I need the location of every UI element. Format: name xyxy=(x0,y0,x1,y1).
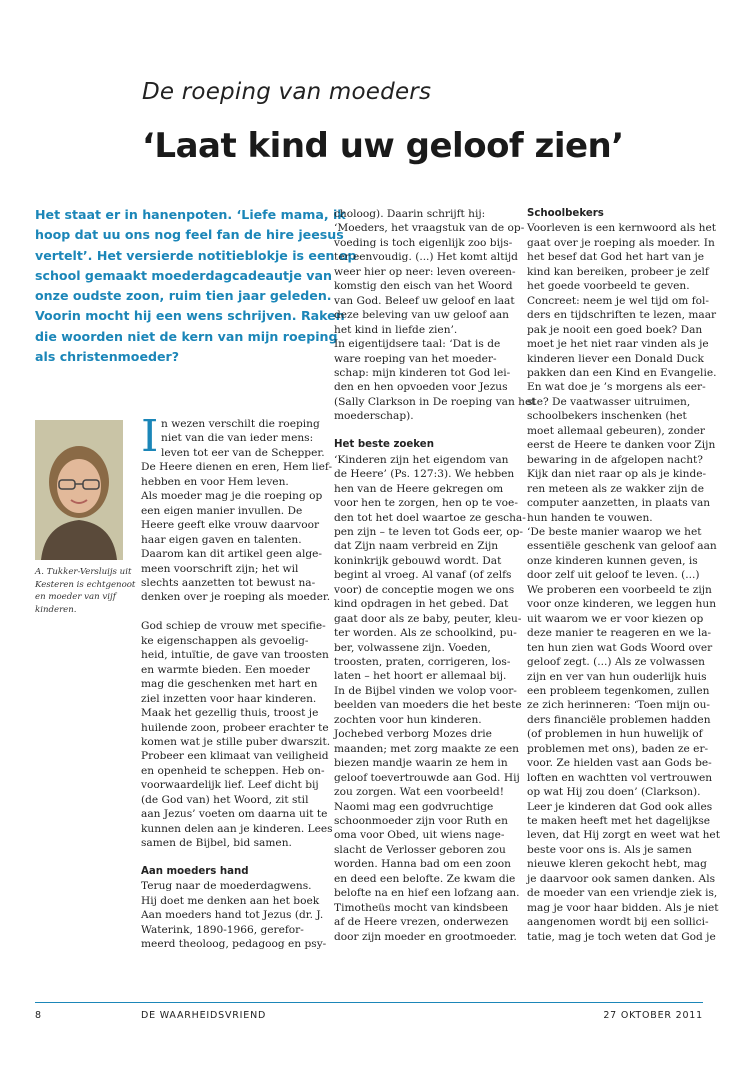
text-line: en openheid te scheppen. Heb on- xyxy=(141,764,325,777)
text-line: de moeder van een vriendje ziek is, xyxy=(527,887,718,900)
text-line: een eigen manier invullen. De xyxy=(141,504,303,517)
text-line: kind opdragen in het gebed. Dat xyxy=(334,598,509,611)
intro-line: vertelt’. Het versierde notitieblokje is een op xyxy=(35,247,357,263)
text-line: ste? De vaatwasser uitruimen, xyxy=(527,395,691,408)
text-line: kinderen liever een Donald Duck xyxy=(527,352,704,365)
intro-line: onze oudste zoon, ruim tien jaar geleden. xyxy=(35,288,332,304)
section-heading: Aan moeders hand xyxy=(141,866,249,878)
caption-line: A. Tukker-Versluijs uit xyxy=(35,567,132,577)
text-line: mag die geschenken met hart en xyxy=(141,678,318,691)
text-line: ze zich herinneren: ‘Toen mijn ou- xyxy=(527,699,711,712)
text-line: ‘De beste manier waarop we het xyxy=(527,525,702,538)
text-line: slechts aanzetten tot bewust na- xyxy=(141,576,316,589)
author-photo xyxy=(35,420,123,560)
text-line: Als moeder mag je die roeping op xyxy=(141,490,323,503)
section-heading: Het beste zoeken xyxy=(334,439,434,451)
text-line: problemen met ons), baden ze er- xyxy=(527,742,709,755)
issue-date: 27 OKTOBER 2011 xyxy=(603,1010,703,1021)
text-line: computer aanzetten, in plaats van xyxy=(527,497,711,510)
text-line: deze manier te reageren en we la- xyxy=(527,627,712,640)
intro-line: als christenmoeder? xyxy=(35,349,180,365)
text-line: den en hen opvoeden voor Jezus xyxy=(334,381,508,394)
caption-line: kinderen. xyxy=(35,604,77,615)
text-line: Naomi mag een godvruchtige xyxy=(334,800,494,813)
text-line: de Heere’ (Ps. 127:3). We hebben xyxy=(334,468,515,481)
text-line: af de Heere vrezen, onderwezen xyxy=(334,916,509,929)
text-line: leven tot eer van de Schepper. xyxy=(161,446,325,459)
text-line: zijn en ver van hun ouderlijk huis xyxy=(527,670,707,683)
text-line: het besef dat God het hart van je xyxy=(527,251,705,264)
text-line: geloof zegt. (...) Als ze volwassen xyxy=(527,656,706,669)
text-line: hen van de Heere gekregen om xyxy=(334,482,504,495)
text-line: en deed een belofte. Ze kwam die xyxy=(334,872,516,885)
text-line: De Heere dienen en eren, Hem lief- xyxy=(141,461,333,474)
text-line: Terug naar de moederdagwens. xyxy=(141,880,312,893)
caption-line: en moeder van vijf xyxy=(35,592,116,602)
text-line: loften en wachtten vol vertrouwen xyxy=(527,771,713,784)
text-line: ter worden. Als ze schoolkind, pu- xyxy=(334,627,517,640)
text-line: Heere geeft elke vrouw daarvoor xyxy=(141,519,320,532)
text-line: meerd theoloog, pedagoog en psy- xyxy=(141,938,327,951)
text-line: moet allemaal gebeuren), zonder xyxy=(527,424,705,437)
text-line: schoonmoeder zijn voor Ruth en xyxy=(334,815,508,828)
text-line: ren meteen als ze wakker zijn de xyxy=(527,482,704,495)
text-line: In de Bijbel vinden we volop voor- xyxy=(334,684,517,697)
text-line: En wat doe je ’s morgens als eer- xyxy=(527,381,706,394)
text-line: je daarvoor ook samen danken. Als xyxy=(527,872,716,885)
author-portrait-icon xyxy=(35,420,123,560)
text-line: zou zorgen. Wat een voorbeeld! xyxy=(334,786,504,799)
text-line: zochten voor hun kinderen. xyxy=(334,713,482,726)
text-line: (de God van) het Woord, zit stil xyxy=(141,793,309,806)
kicker: De roeping van moeders xyxy=(142,79,432,105)
text-line: pak je nooit een goed boek? Dan xyxy=(527,323,703,336)
article-title: ‘Laat kind uw geloof zien’ xyxy=(142,126,624,166)
text-line: kunnen delen aan je kinderen. Lees xyxy=(141,822,333,835)
text-line: het kind in liefde zien’. xyxy=(334,323,458,336)
text-line: samen de Bijbel, bid samen. xyxy=(141,837,292,850)
text-line: ders financiële problemen hadden xyxy=(527,713,711,726)
text-line: komen wat je stille puber dwarszit. xyxy=(141,735,331,748)
text-line: troosten, praten, corrigeren, los- xyxy=(334,656,511,669)
text-line: Kijk dan niet raar op als je kinde- xyxy=(527,468,707,481)
text-line: gaat door als ze baby, peuter, kleu- xyxy=(334,612,522,625)
text-line xyxy=(334,424,510,438)
text-line: geloof toevertrouwde aan God. Hij xyxy=(334,771,520,784)
text-line: weer hier op neer: leven overeen- xyxy=(334,265,516,278)
text-line: belofte na en hief een lofzang aan. xyxy=(334,887,520,900)
text-line: moet je het niet raar vinden als je xyxy=(527,338,709,351)
text-line: voeding is toch eigenlijk zoo bijs- xyxy=(334,236,513,249)
text-line: (Sally Clarkson in De roeping van het xyxy=(334,395,536,408)
text-line: te maken heeft met het dagelijkse xyxy=(527,815,711,828)
text-line: Waterink, 1890-1966, gerefor- xyxy=(141,923,304,936)
text-line: den tot het doel waartoe ze gescha- xyxy=(334,511,526,524)
footer-rule xyxy=(35,1002,703,1003)
text-line: ke eigenschappen als gevoelig- xyxy=(141,634,309,647)
text-line: eerst de Heere te danken voor Zijn xyxy=(527,439,716,452)
column-3 xyxy=(527,207,720,944)
text-line: tatie, mag je toch weten dat God je xyxy=(527,930,716,943)
text-line: denken over je roeping als moeder. xyxy=(141,591,331,604)
text-line: worden. Hanna bad om een zoon xyxy=(334,858,511,871)
text-line: huilende zoon, probeer erachter te xyxy=(141,721,329,734)
text-line: bewaring in de afgelopen nacht? xyxy=(527,453,703,466)
text-line: heid, intuïtie, de gave van troosten xyxy=(141,649,329,662)
text-line: ware roeping van het moeder- xyxy=(334,352,497,365)
text-line: hun handen te vouwen. xyxy=(527,511,653,524)
text-line: beste voor ons is. Als je samen xyxy=(527,843,692,856)
page-number: 8 xyxy=(35,1010,42,1021)
text-line: voorwaardelijk lief. Leef dicht bij xyxy=(141,779,319,792)
text-line: ‘Moeders, het vraagstuk van de op- xyxy=(334,222,525,235)
text-line: slacht de Verlosser geboren zou xyxy=(334,843,506,856)
text-line: uit waarom we er voor kiezen op xyxy=(527,612,704,625)
text-line: essentiële geschenk van geloof aan xyxy=(527,540,717,553)
text-line: meen voorschrift zijn; het wil xyxy=(141,562,299,575)
text-line: van God. Beleef uw geloof en laat xyxy=(334,294,515,307)
dropcap: I xyxy=(141,411,159,462)
text-line: (of problemen in hun huwelijk of xyxy=(527,728,703,741)
intro-line: Voorin mocht hij een wens schrijven. Raken xyxy=(35,308,345,324)
section-heading: Schoolbekers xyxy=(527,208,604,219)
text-line: Probeer een klimaat van veiligheid xyxy=(141,750,329,763)
text-line: op wat Hij zou doen’ (Clarkson). xyxy=(527,786,701,799)
intro-paragraph xyxy=(35,205,357,367)
text-line: deze beleving van uw geloof aan xyxy=(334,309,510,322)
text-line: pen zijn – te leven tot Gods eer, op- xyxy=(334,525,523,538)
text-line: koninkrijk gebouwd wordt. Dat xyxy=(334,554,502,567)
text-line: door zelf uit geloof te leven. (...) xyxy=(527,569,700,582)
text-line: schoolbekers inschenken (het xyxy=(527,410,687,423)
text-line: komstig den eisch van het Woord xyxy=(334,280,513,293)
text-line: haar eigen gaven en talenten. xyxy=(141,533,302,546)
caption-line: Kesteren is echtgenoot xyxy=(35,579,136,590)
text-line: hebben en voor Hem leven. xyxy=(141,475,289,488)
text-line: ‘Kinderen zijn het eigendom van xyxy=(334,453,509,466)
text-line: laten – het hoort er allemaal bij. xyxy=(334,670,507,683)
text-line: aangenomen wordt bij een sollici- xyxy=(527,916,709,929)
text-line: Timotheüs mocht van kindsbeen xyxy=(334,901,509,914)
text-line: God schiep de vrouw met specifie- xyxy=(141,620,326,633)
text-line: voor. Ze hielden vast aan Gods be- xyxy=(527,757,712,770)
column-1 xyxy=(141,411,333,952)
text-line: schap: mijn kinderen tot God lei- xyxy=(334,366,511,379)
text-line: voor onze kinderen, we leggen hun xyxy=(527,598,717,611)
text-line: moederschap). xyxy=(334,410,414,423)
intro-line: school gemaakt moederdagcadeautje van xyxy=(35,267,332,283)
text-line: voor) de conceptie mogen we ons xyxy=(334,583,515,596)
text-line: ber, volwassene zijn. Voeden, xyxy=(334,641,491,654)
text-line: ziel inzetten voor haar kinderen. xyxy=(141,692,317,705)
text-line: nieuwe kleren gekocht hebt, mag xyxy=(527,858,707,871)
intro-line: Het staat er in hanenpoten. ‘Liefe mama, ik xyxy=(35,207,346,222)
text-line xyxy=(141,851,317,865)
text-line: niet van die van ieder mens: xyxy=(161,432,314,445)
text-line: We proberen een voorbeeld te zijn xyxy=(527,583,712,596)
text-line: onze kinderen kunnen geven, is xyxy=(527,554,698,567)
text-line: mag je voor haar bidden. Als je niet xyxy=(527,901,719,914)
text-line: biezen mandje waarin ze hem in xyxy=(334,757,508,770)
text-line: maanden; met zorg maakte ze een xyxy=(334,742,519,755)
intro-line: hoop dat uu ons nog feel fan de hire jeesus xyxy=(35,227,344,243)
text-line: oma voor Obed, uit wiens nage- xyxy=(334,829,505,842)
text-line: pakken dan een Kind en Evangelie. xyxy=(527,366,717,379)
text-line: een probleem tegenkomen, zullen xyxy=(527,684,710,697)
text-line: begint al vroeg. Al vanaf (of zelfs xyxy=(334,569,512,582)
text-line: choloog). Daarin schrijft hij: xyxy=(334,208,486,220)
text-line: beelden van moeders die het beste xyxy=(334,699,522,712)
text-line: gaat over je roeping als moeder. In xyxy=(527,236,715,249)
text-line: Concreet: neem je wel tijd om fol- xyxy=(527,294,709,307)
text-line: voor hen te zorgen, hen op te voe- xyxy=(334,497,518,510)
text-line: ten hun zien wat Gods Woord over xyxy=(527,641,713,654)
author-caption xyxy=(35,566,136,616)
text-line: Daarom kan dit artikel geen alge- xyxy=(141,548,323,561)
text-line: Voorleven is een kernwoord als het xyxy=(527,222,716,235)
text-line: leven, dat Hij zorgt en weet wat het xyxy=(527,829,720,842)
text-line: Aan moeders hand tot Jezus (dr. J. xyxy=(141,909,324,922)
text-line: het goede voorbeeld te geven. xyxy=(527,280,690,293)
text-line: ders en tijdschriften te lezen, maar xyxy=(527,309,717,322)
text-line: dat Zijn naam verbreid en Zijn xyxy=(334,540,499,553)
column-2 xyxy=(334,207,536,944)
text-line: kind kan bereiken, probeer je zelf xyxy=(527,265,709,278)
text-line: Jochebed verborg Mozes drie xyxy=(334,728,492,741)
intro-line: die woorden niet de kern van mijn roeping xyxy=(35,328,338,344)
text-line: door zijn moeder en grootmoeder. xyxy=(334,930,517,943)
text-line xyxy=(141,605,317,619)
text-line: ter eenvoudig. (...) Het komt altijd xyxy=(334,251,518,264)
publication-name: DE WAARHEIDSVRIEND xyxy=(141,1010,267,1021)
text-line: Hij doet me denken aan het boek xyxy=(141,894,320,907)
text-line: aan Jezus’ voeten om daarna uit te xyxy=(141,808,328,821)
text-line: In eigentijdsere taal: ‘Dat is de xyxy=(334,338,501,351)
text-line: n wezen verschilt die roeping xyxy=(161,418,320,430)
text-line: Leer je kinderen dat God ook alles xyxy=(527,800,713,813)
text-line: Maak het gezellig thuis, troost je xyxy=(141,707,319,720)
text-line: en warmte bieden. Een moeder xyxy=(141,663,310,676)
